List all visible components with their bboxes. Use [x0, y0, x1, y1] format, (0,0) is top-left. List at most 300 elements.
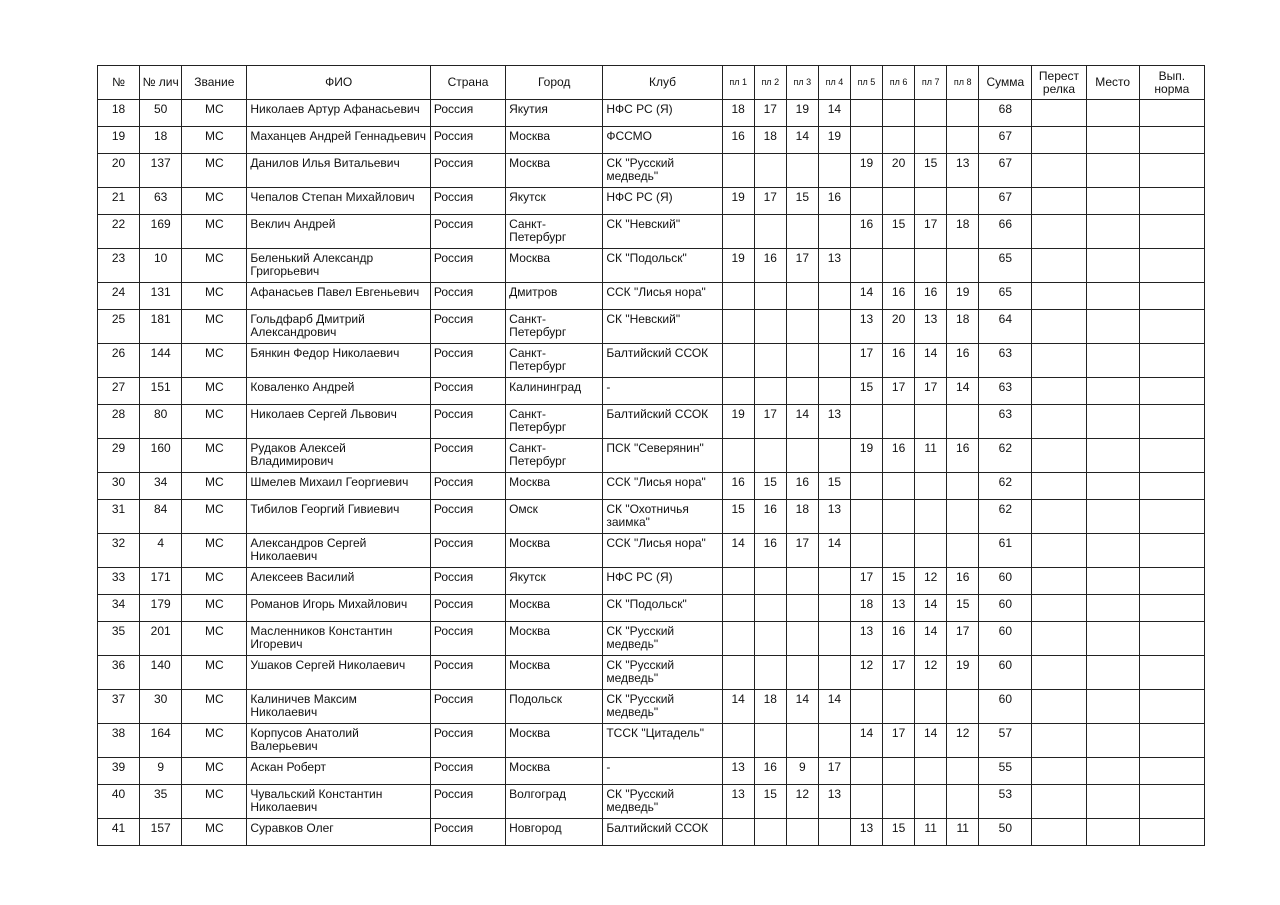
cell-place	[1086, 154, 1139, 188]
cell-place	[1086, 283, 1139, 310]
cell-rank: МС	[182, 344, 247, 378]
header-p4: пл 4	[818, 66, 850, 100]
table-row	[98, 249, 1205, 283]
cell-country: Россия	[430, 378, 505, 405]
cell-p4: 19	[818, 127, 850, 154]
cell-club: СК "Русский медведь"	[603, 622, 722, 656]
cell-country: Россия	[430, 249, 505, 283]
cell-sum: 65	[979, 249, 1032, 283]
cell-rank: МС	[182, 127, 247, 154]
cell-bib: 35	[140, 785, 182, 819]
cell-p7	[915, 758, 947, 785]
cell-city: Якутск	[506, 188, 603, 215]
cell-city: Санкт-Петербург	[506, 439, 603, 473]
cell-sum: 64	[979, 310, 1032, 344]
cell-bib: 84	[140, 500, 182, 534]
cell-club: СК "Русский медведь"	[603, 690, 722, 724]
cell-p7	[915, 188, 947, 215]
cell-rank: МС	[182, 568, 247, 595]
cell-name: Калиничев Максим Николаевич	[247, 690, 430, 724]
cell-num: 39	[98, 758, 140, 785]
cell-p5	[850, 785, 882, 819]
cell-country: Россия	[430, 127, 505, 154]
header-place: Место	[1086, 66, 1139, 100]
cell-place	[1086, 344, 1139, 378]
header-country: Страна	[430, 66, 505, 100]
cell-num: 28	[98, 405, 140, 439]
cell-name: Данилов Илья Витальевич	[247, 154, 430, 188]
cell-rank: МС	[182, 595, 247, 622]
cell-p8	[947, 188, 979, 215]
cell-rank: МС	[182, 188, 247, 215]
cell-p6: 16	[883, 439, 915, 473]
cell-p1: 16	[722, 127, 754, 154]
table-row	[98, 215, 1205, 249]
cell-p7: 14	[915, 622, 947, 656]
cell-bib: 144	[140, 344, 182, 378]
cell-norm	[1139, 310, 1204, 344]
cell-club: НФС РС (Я)	[603, 100, 722, 127]
table-row	[98, 473, 1205, 500]
cell-place	[1086, 534, 1139, 568]
cell-p4	[818, 215, 850, 249]
cell-country: Россия	[430, 310, 505, 344]
table-row	[98, 188, 1205, 215]
cell-city: Москва	[506, 622, 603, 656]
cell-p7: 12	[915, 568, 947, 595]
cell-rank: МС	[182, 724, 247, 758]
cell-p5	[850, 690, 882, 724]
table-row	[98, 500, 1205, 534]
cell-p3: 9	[786, 758, 818, 785]
cell-p2: 18	[754, 127, 786, 154]
cell-p4: 13	[818, 249, 850, 283]
cell-name: Николаев Сергей Львович	[247, 405, 430, 439]
cell-country: Россия	[430, 785, 505, 819]
cell-p2	[754, 656, 786, 690]
cell-city: Омск	[506, 500, 603, 534]
cell-p3: 14	[786, 127, 818, 154]
cell-p4: 13	[818, 500, 850, 534]
cell-name: Беленький Александр Григорьевич	[247, 249, 430, 283]
cell-norm	[1139, 622, 1204, 656]
cell-p6: 16	[883, 283, 915, 310]
cell-city: Калининград	[506, 378, 603, 405]
cell-club: -	[603, 378, 722, 405]
cell-country: Россия	[430, 595, 505, 622]
cell-rank: МС	[182, 283, 247, 310]
cell-shootoff	[1032, 785, 1086, 819]
cell-p5: 17	[850, 344, 882, 378]
cell-place	[1086, 622, 1139, 656]
cell-name: Рудаков Алексей Владимирович	[247, 439, 430, 473]
cell-p2: 15	[754, 785, 786, 819]
cell-p1: 18	[722, 100, 754, 127]
cell-club: ССК "Лисья нора"	[603, 534, 722, 568]
cell-place	[1086, 215, 1139, 249]
header-norm: Вып. норма	[1139, 66, 1204, 100]
cell-sum: 53	[979, 785, 1032, 819]
cell-bib: 131	[140, 283, 182, 310]
cell-p8	[947, 100, 979, 127]
cell-city: Москва	[506, 534, 603, 568]
cell-country: Россия	[430, 100, 505, 127]
cell-city: Москва	[506, 473, 603, 500]
cell-p1	[722, 344, 754, 378]
cell-country: Россия	[430, 500, 505, 534]
cell-name: Чувальский Константин Николаевич	[247, 785, 430, 819]
cell-name: Тибилов Георгий Гивиевич	[247, 500, 430, 534]
cell-norm	[1139, 154, 1204, 188]
cell-bib: 9	[140, 758, 182, 785]
cell-p1: 15	[722, 500, 754, 534]
header-club: Клуб	[603, 66, 722, 100]
cell-rank: МС	[182, 378, 247, 405]
cell-name: Александров Сергей Николаевич	[247, 534, 430, 568]
cell-norm	[1139, 690, 1204, 724]
cell-club: СК "Русский медведь"	[603, 154, 722, 188]
cell-shootoff	[1032, 100, 1086, 127]
cell-shootoff	[1032, 439, 1086, 473]
cell-place	[1086, 595, 1139, 622]
cell-p8: 11	[947, 819, 979, 846]
cell-p5: 16	[850, 215, 882, 249]
table-row	[98, 690, 1205, 724]
cell-sum: 60	[979, 622, 1032, 656]
cell-club: СК "Подольск"	[603, 249, 722, 283]
cell-num: 32	[98, 534, 140, 568]
cell-p1	[722, 656, 754, 690]
cell-p5: 14	[850, 283, 882, 310]
cell-num: 27	[98, 378, 140, 405]
cell-p7	[915, 405, 947, 439]
header-p1: пл 1	[722, 66, 754, 100]
cell-p6: 17	[883, 724, 915, 758]
cell-p3	[786, 622, 818, 656]
cell-bib: 160	[140, 439, 182, 473]
cell-rank: МС	[182, 215, 247, 249]
cell-bib: 164	[140, 724, 182, 758]
cell-p1	[722, 819, 754, 846]
cell-shootoff	[1032, 622, 1086, 656]
cell-shootoff	[1032, 724, 1086, 758]
cell-name: Гольдфарб Дмитрий Александрович	[247, 310, 430, 344]
cell-norm	[1139, 758, 1204, 785]
table-row	[98, 127, 1205, 154]
cell-norm	[1139, 188, 1204, 215]
cell-num: 36	[98, 656, 140, 690]
cell-shootoff	[1032, 758, 1086, 785]
cell-p7: 15	[915, 154, 947, 188]
cell-sum: 60	[979, 656, 1032, 690]
cell-p4: 16	[818, 188, 850, 215]
results-body	[98, 100, 1205, 846]
cell-num: 18	[98, 100, 140, 127]
cell-p7: 11	[915, 439, 947, 473]
cell-name: Ушаков Сергей Николаевич	[247, 656, 430, 690]
header-row	[98, 66, 1205, 100]
cell-p7: 14	[915, 344, 947, 378]
cell-p2	[754, 622, 786, 656]
cell-p7	[915, 249, 947, 283]
table-row	[98, 656, 1205, 690]
cell-p3	[786, 378, 818, 405]
cell-p6: 17	[883, 656, 915, 690]
cell-p4: 14	[818, 100, 850, 127]
cell-p8	[947, 473, 979, 500]
table-row	[98, 154, 1205, 188]
cell-city: Подольск	[506, 690, 603, 724]
cell-p4	[818, 724, 850, 758]
cell-p7: 12	[915, 656, 947, 690]
cell-name: Корпусов Анатолий Валерьевич	[247, 724, 430, 758]
cell-city: Москва	[506, 656, 603, 690]
cell-p2	[754, 439, 786, 473]
cell-p5: 18	[850, 595, 882, 622]
cell-city: Москва	[506, 249, 603, 283]
cell-country: Россия	[430, 758, 505, 785]
cell-shootoff	[1032, 378, 1086, 405]
cell-place	[1086, 473, 1139, 500]
cell-p4	[818, 378, 850, 405]
cell-bib: 80	[140, 405, 182, 439]
cell-name: Масленников Константин Игоревич	[247, 622, 430, 656]
cell-p3	[786, 819, 818, 846]
cell-p1	[722, 568, 754, 595]
cell-city: Дмитров	[506, 283, 603, 310]
cell-city: Москва	[506, 127, 603, 154]
cell-place	[1086, 405, 1139, 439]
cell-place	[1086, 500, 1139, 534]
cell-name: Бянкин Федор Николаевич	[247, 344, 430, 378]
cell-p4	[818, 344, 850, 378]
cell-place	[1086, 127, 1139, 154]
cell-p8	[947, 249, 979, 283]
cell-bib: 157	[140, 819, 182, 846]
cell-rank: МС	[182, 473, 247, 500]
table-row	[98, 785, 1205, 819]
cell-bib: 201	[140, 622, 182, 656]
cell-city: Новгород	[506, 819, 603, 846]
cell-p5	[850, 500, 882, 534]
cell-p5: 12	[850, 656, 882, 690]
cell-country: Россия	[430, 656, 505, 690]
cell-norm	[1139, 724, 1204, 758]
cell-p6	[883, 188, 915, 215]
cell-num: 19	[98, 127, 140, 154]
header-shootoff: Перест релка	[1032, 66, 1086, 100]
cell-p8: 12	[947, 724, 979, 758]
cell-country: Россия	[430, 283, 505, 310]
cell-club: -	[603, 758, 722, 785]
cell-club: НФС РС (Я)	[603, 568, 722, 595]
cell-name: Аскан Роберт	[247, 758, 430, 785]
cell-rank: МС	[182, 154, 247, 188]
cell-num: 38	[98, 724, 140, 758]
cell-shootoff	[1032, 568, 1086, 595]
header-p8: пл 8	[947, 66, 979, 100]
cell-city: Москва	[506, 724, 603, 758]
cell-p8	[947, 758, 979, 785]
cell-club: СК "Русский медведь"	[603, 785, 722, 819]
cell-norm	[1139, 283, 1204, 310]
cell-name: Суравков Олег	[247, 819, 430, 846]
cell-p4	[818, 439, 850, 473]
cell-p8: 14	[947, 378, 979, 405]
table-row	[98, 378, 1205, 405]
cell-club: Балтийский ССОК	[603, 405, 722, 439]
cell-place	[1086, 310, 1139, 344]
cell-city: Волгоград	[506, 785, 603, 819]
table-row	[98, 568, 1205, 595]
cell-p2: 15	[754, 473, 786, 500]
cell-rank: МС	[182, 534, 247, 568]
cell-p5	[850, 127, 882, 154]
cell-p4	[818, 154, 850, 188]
cell-p4	[818, 310, 850, 344]
cell-p5: 19	[850, 154, 882, 188]
cell-bib: 18	[140, 127, 182, 154]
header-p7: пл 7	[915, 66, 947, 100]
cell-num: 34	[98, 595, 140, 622]
cell-p2	[754, 154, 786, 188]
table-row	[98, 405, 1205, 439]
cell-place	[1086, 656, 1139, 690]
cell-sum: 55	[979, 758, 1032, 785]
cell-club: СК "Русский медведь"	[603, 656, 722, 690]
cell-p2: 16	[754, 500, 786, 534]
cell-p8: 17	[947, 622, 979, 656]
cell-p4	[818, 622, 850, 656]
cell-bib: 140	[140, 656, 182, 690]
cell-place	[1086, 819, 1139, 846]
cell-p6	[883, 100, 915, 127]
cell-norm	[1139, 378, 1204, 405]
cell-p6: 20	[883, 154, 915, 188]
cell-p3	[786, 283, 818, 310]
cell-shootoff	[1032, 283, 1086, 310]
cell-club: Балтийский ССОК	[603, 344, 722, 378]
cell-bib: 4	[140, 534, 182, 568]
cell-num: 23	[98, 249, 140, 283]
cell-sum: 66	[979, 215, 1032, 249]
cell-p7	[915, 690, 947, 724]
cell-shootoff	[1032, 154, 1086, 188]
cell-p5: 14	[850, 724, 882, 758]
cell-p6	[883, 473, 915, 500]
cell-p5: 19	[850, 439, 882, 473]
cell-p6: 15	[883, 819, 915, 846]
cell-p8: 19	[947, 283, 979, 310]
cell-country: Россия	[430, 622, 505, 656]
cell-name: Романов Игорь Михайлович	[247, 595, 430, 622]
cell-name: Афанасьев Павел Евгеньевич	[247, 283, 430, 310]
cell-city: Санкт-Петербург	[506, 405, 603, 439]
cell-sum: 68	[979, 100, 1032, 127]
cell-city: Москва	[506, 154, 603, 188]
cell-p4: 14	[818, 690, 850, 724]
cell-bib: 30	[140, 690, 182, 724]
cell-norm	[1139, 500, 1204, 534]
cell-p2: 16	[754, 249, 786, 283]
cell-place	[1086, 188, 1139, 215]
table-row	[98, 758, 1205, 785]
cell-p3	[786, 344, 818, 378]
cell-country: Россия	[430, 724, 505, 758]
cell-p4: 13	[818, 785, 850, 819]
cell-p4	[818, 819, 850, 846]
cell-rank: МС	[182, 249, 247, 283]
cell-num: 31	[98, 500, 140, 534]
cell-sum: 62	[979, 473, 1032, 500]
cell-rank: МС	[182, 690, 247, 724]
cell-p8: 16	[947, 344, 979, 378]
header-name: ФИО	[247, 66, 430, 100]
cell-p5	[850, 758, 882, 785]
cell-bib: 34	[140, 473, 182, 500]
cell-p8: 13	[947, 154, 979, 188]
cell-club: СК "Невский"	[603, 310, 722, 344]
cell-p8: 18	[947, 310, 979, 344]
cell-p2: 17	[754, 405, 786, 439]
cell-bib: 50	[140, 100, 182, 127]
cell-country: Россия	[430, 690, 505, 724]
cell-sum: 62	[979, 500, 1032, 534]
cell-name: Алексеев Василий	[247, 568, 430, 595]
table-row	[98, 310, 1205, 344]
cell-norm	[1139, 534, 1204, 568]
cell-p7	[915, 500, 947, 534]
cell-num: 40	[98, 785, 140, 819]
cell-city: Москва	[506, 595, 603, 622]
table-row	[98, 344, 1205, 378]
cell-name: Шмелев Михаил Георгиевич	[247, 473, 430, 500]
table-row	[98, 595, 1205, 622]
cell-club: ПСК "Северянин"	[603, 439, 722, 473]
cell-rank: МС	[182, 310, 247, 344]
table-row	[98, 534, 1205, 568]
cell-num: 30	[98, 473, 140, 500]
cell-p2	[754, 595, 786, 622]
header-bib: № лич	[140, 66, 182, 100]
cell-p6	[883, 500, 915, 534]
cell-p7	[915, 100, 947, 127]
header-p5: пл 5	[850, 66, 882, 100]
cell-shootoff	[1032, 819, 1086, 846]
cell-p4	[818, 656, 850, 690]
cell-p3	[786, 310, 818, 344]
cell-p1: 16	[722, 473, 754, 500]
cell-p8: 15	[947, 595, 979, 622]
cell-p3: 12	[786, 785, 818, 819]
cell-sum: 67	[979, 154, 1032, 188]
cell-p1	[722, 724, 754, 758]
cell-norm	[1139, 100, 1204, 127]
results-table	[97, 65, 1205, 846]
cell-p4: 15	[818, 473, 850, 500]
cell-p5: 17	[850, 568, 882, 595]
cell-rank: МС	[182, 819, 247, 846]
cell-p3: 17	[786, 534, 818, 568]
cell-num: 35	[98, 622, 140, 656]
cell-p3	[786, 154, 818, 188]
cell-p1: 14	[722, 690, 754, 724]
cell-p4	[818, 283, 850, 310]
cell-p6	[883, 127, 915, 154]
cell-p8: 19	[947, 656, 979, 690]
header-rank: Звание	[182, 66, 247, 100]
cell-p2	[754, 568, 786, 595]
